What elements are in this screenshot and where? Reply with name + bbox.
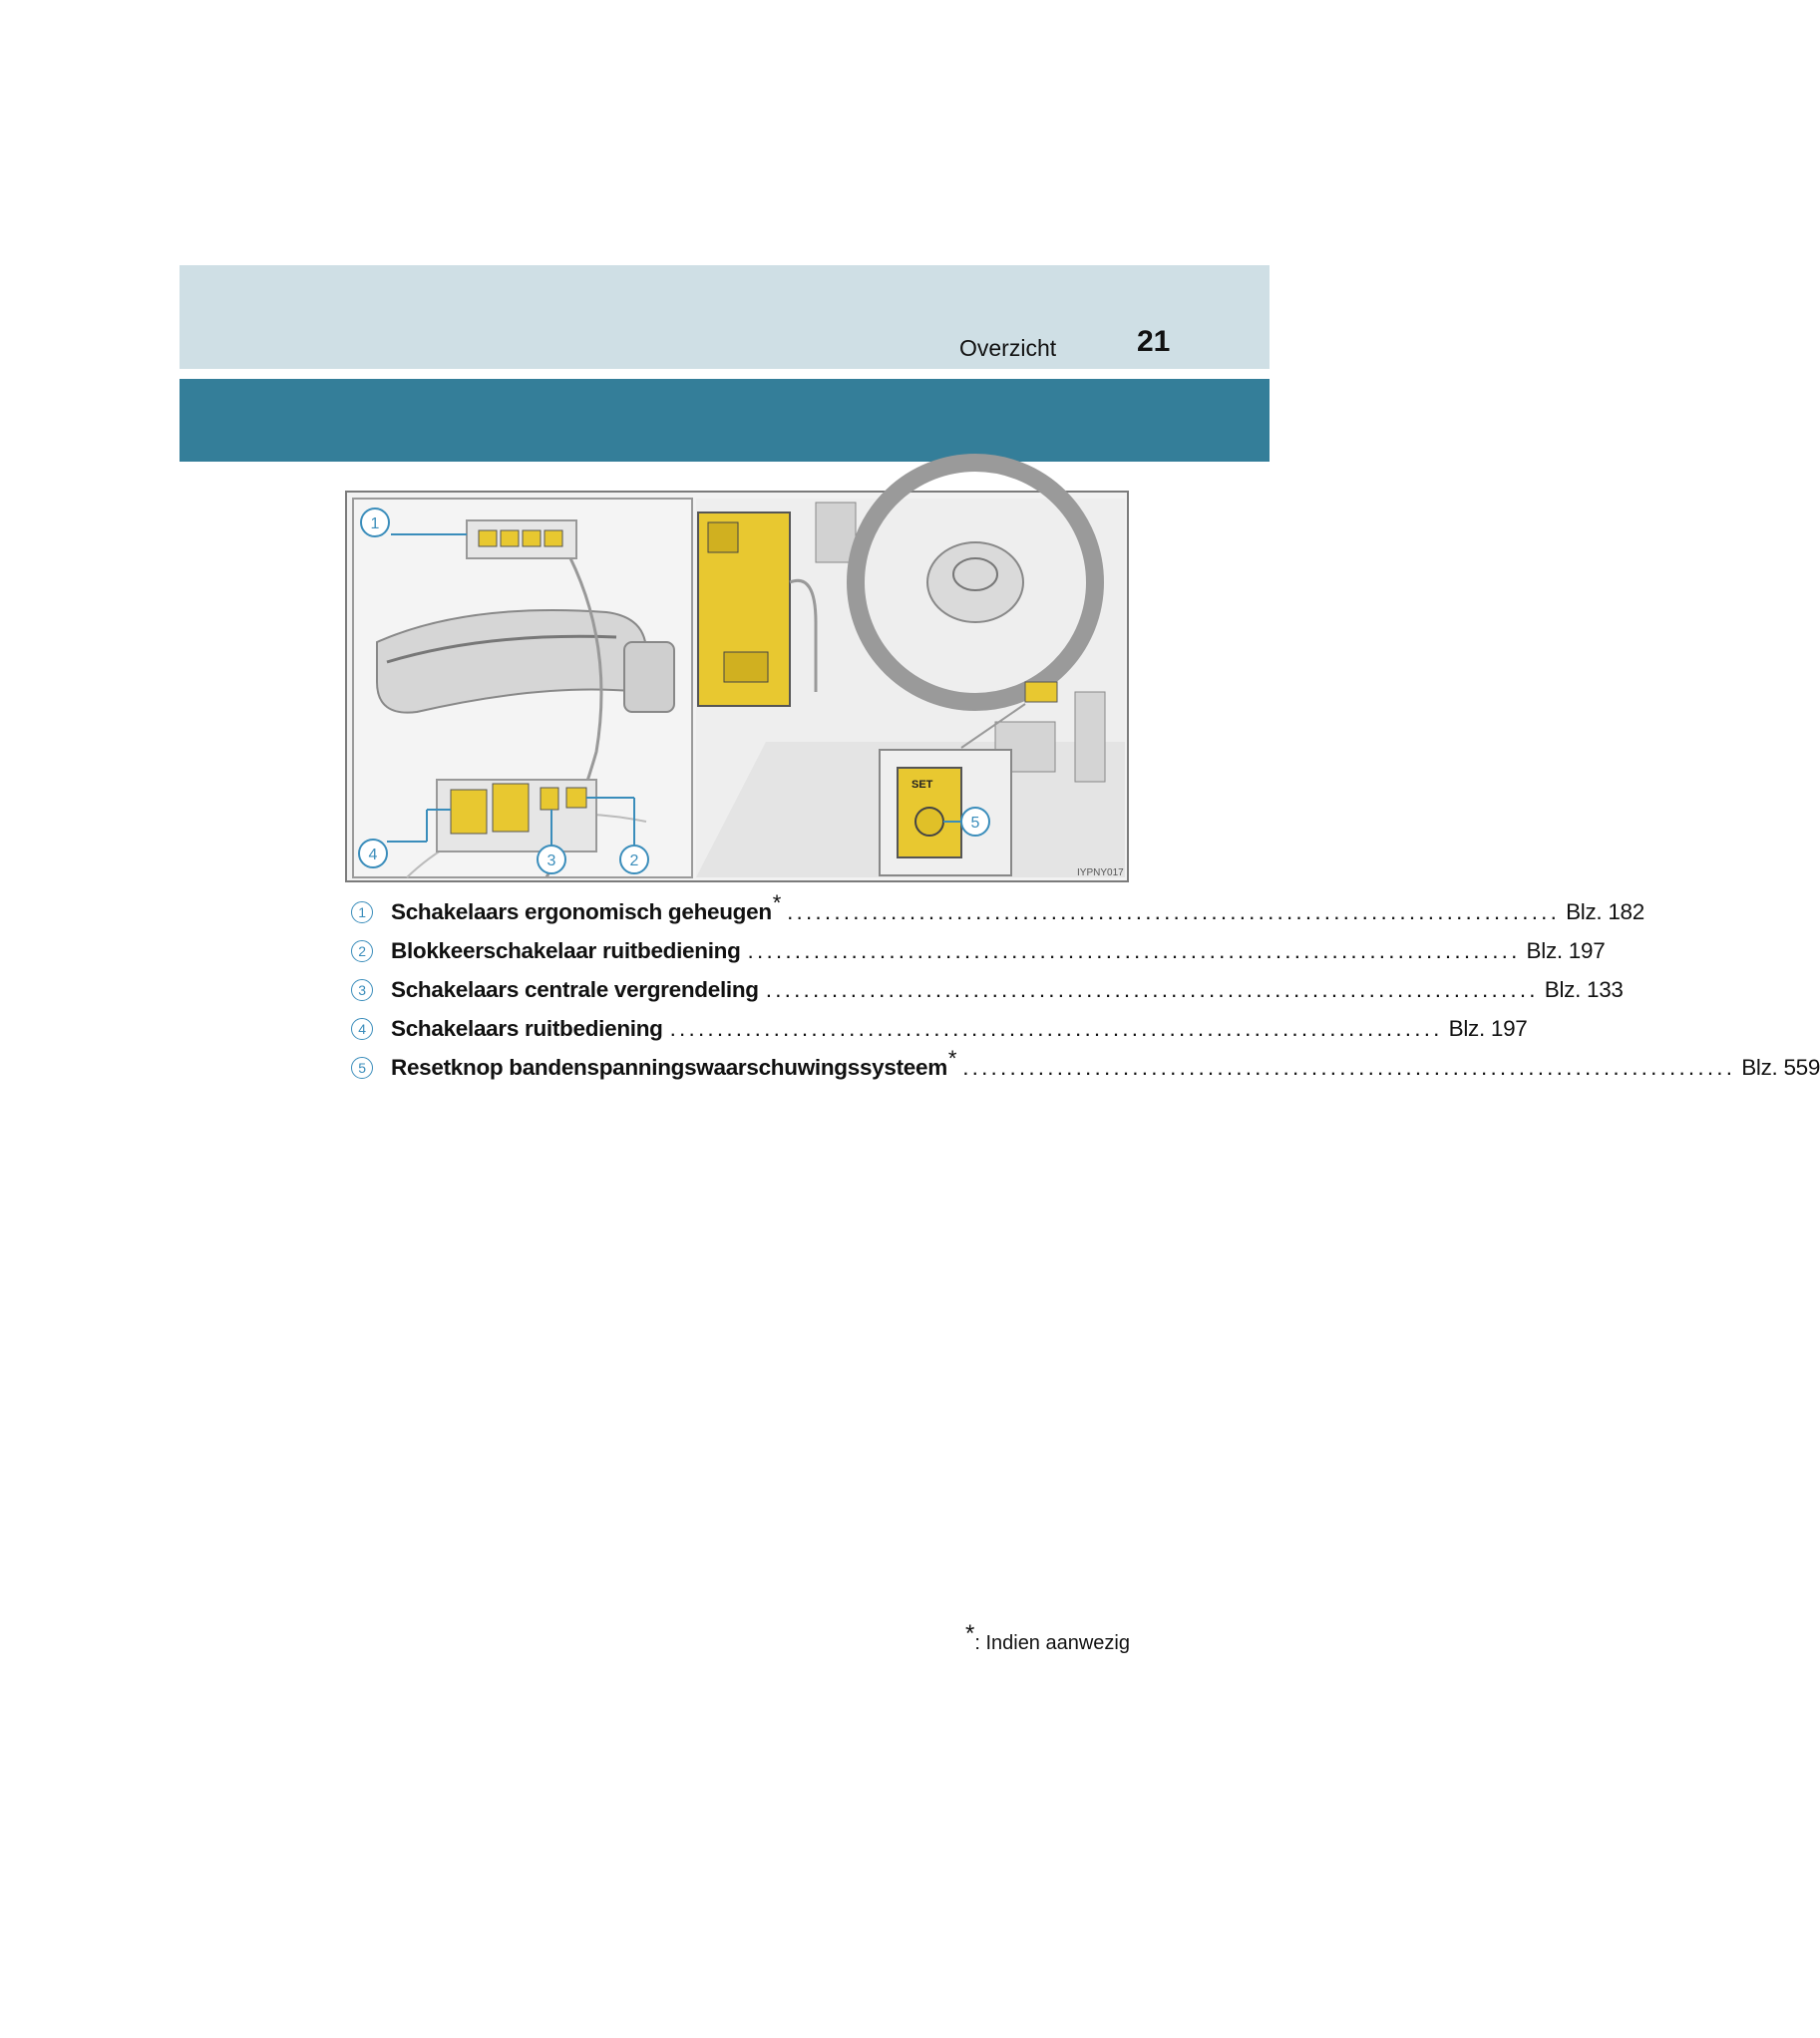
callout-1 [361, 509, 389, 536]
image-code: IYPNY017 [1077, 867, 1124, 878]
item-page-ref: Blz. 182 [1566, 898, 1644, 924]
illustration [345, 491, 1129, 882]
header-band-dark [180, 379, 1270, 462]
item-label-text: Schakelaars centrale vergrendeling [391, 976, 759, 1002]
section-title: Overzicht [959, 335, 1057, 361]
memory-switch-1 [479, 530, 497, 546]
leader-dots: .................................................................................. [747, 937, 1521, 963]
item-page-ref: Blz. 559 [1741, 1054, 1820, 1080]
svg-text:4: 4 [368, 847, 378, 863]
header-band-light [180, 265, 1270, 369]
header-band-separator [180, 369, 1270, 379]
page-number: 21 [1137, 325, 1171, 358]
leader-dots: .................................................................................. [765, 976, 1539, 1002]
callout-4 [359, 840, 387, 867]
list-item [351, 931, 1606, 970]
illustration-drawing [347, 493, 1131, 884]
svg-text:5: 5 [970, 815, 980, 832]
callout-5 [961, 808, 989, 836]
highlight-switch-a [708, 522, 738, 552]
memory-switch-3 [523, 530, 541, 546]
memory-switch-2 [501, 530, 519, 546]
footnote-marker: * [964, 1620, 975, 1648]
callout-3 [538, 846, 565, 873]
legend-list [351, 890, 1820, 1087]
window-lock-switch [566, 788, 586, 808]
mirror-switch [624, 642, 674, 712]
leader-dots: .................................................................................. [787, 898, 1561, 924]
item-number: 2 [351, 940, 373, 962]
memory-switch-4 [545, 530, 562, 546]
leader-dots: .................................................................................. [962, 1054, 1736, 1080]
list-item [351, 890, 1644, 931]
footnote-text: : Indien aanwezig [974, 1632, 1130, 1654]
item-label [391, 890, 782, 925]
item-label [391, 1016, 664, 1042]
window-switch-1 [451, 790, 487, 834]
item-page-ref: Blz. 197 [1448, 1015, 1528, 1041]
item-label [391, 977, 760, 1003]
item-label-text: Resetknop bandenspanningswaarschuwingssysteem [391, 1054, 947, 1080]
item-label-text: Schakelaars ruitbediening [391, 1015, 663, 1041]
leader-dots: .................................................................................. [669, 1015, 1443, 1041]
footnote [964, 1620, 1130, 1655]
list-item [351, 970, 1624, 1009]
svg-text:2: 2 [629, 852, 639, 869]
item-number: 4 [351, 1018, 373, 1040]
callout-2 [620, 846, 648, 873]
item-number: 1 [351, 901, 373, 923]
item-number: 5 [351, 1057, 373, 1079]
item-marker: * [772, 890, 782, 915]
door-lock-switch [541, 788, 558, 810]
highlight-switch-b [724, 652, 768, 682]
item-marker: * [947, 1046, 957, 1071]
item-label [391, 1046, 957, 1081]
item-label-text: Schakelaars ergonomisch geheugen [391, 898, 772, 924]
item-label [391, 938, 742, 964]
steering-wheel-hub [927, 542, 1023, 622]
highlight-tpms-location [1025, 682, 1057, 702]
svg-text:1: 1 [370, 515, 380, 532]
list-item [351, 1046, 1820, 1087]
item-page-ref: Blz. 197 [1526, 937, 1606, 963]
air-vent [816, 503, 856, 562]
svg-text:3: 3 [546, 852, 556, 869]
accelerator-pedal [1075, 692, 1105, 782]
item-label-text: Blokkeerschakelaar ruitbediening [391, 937, 741, 963]
window-switch-2 [493, 784, 529, 832]
set-label: SET [911, 779, 933, 791]
item-number: 3 [351, 979, 373, 1001]
reset-button [915, 808, 943, 836]
list-item [351, 1009, 1528, 1048]
item-page-ref: Blz. 133 [1544, 976, 1624, 1002]
